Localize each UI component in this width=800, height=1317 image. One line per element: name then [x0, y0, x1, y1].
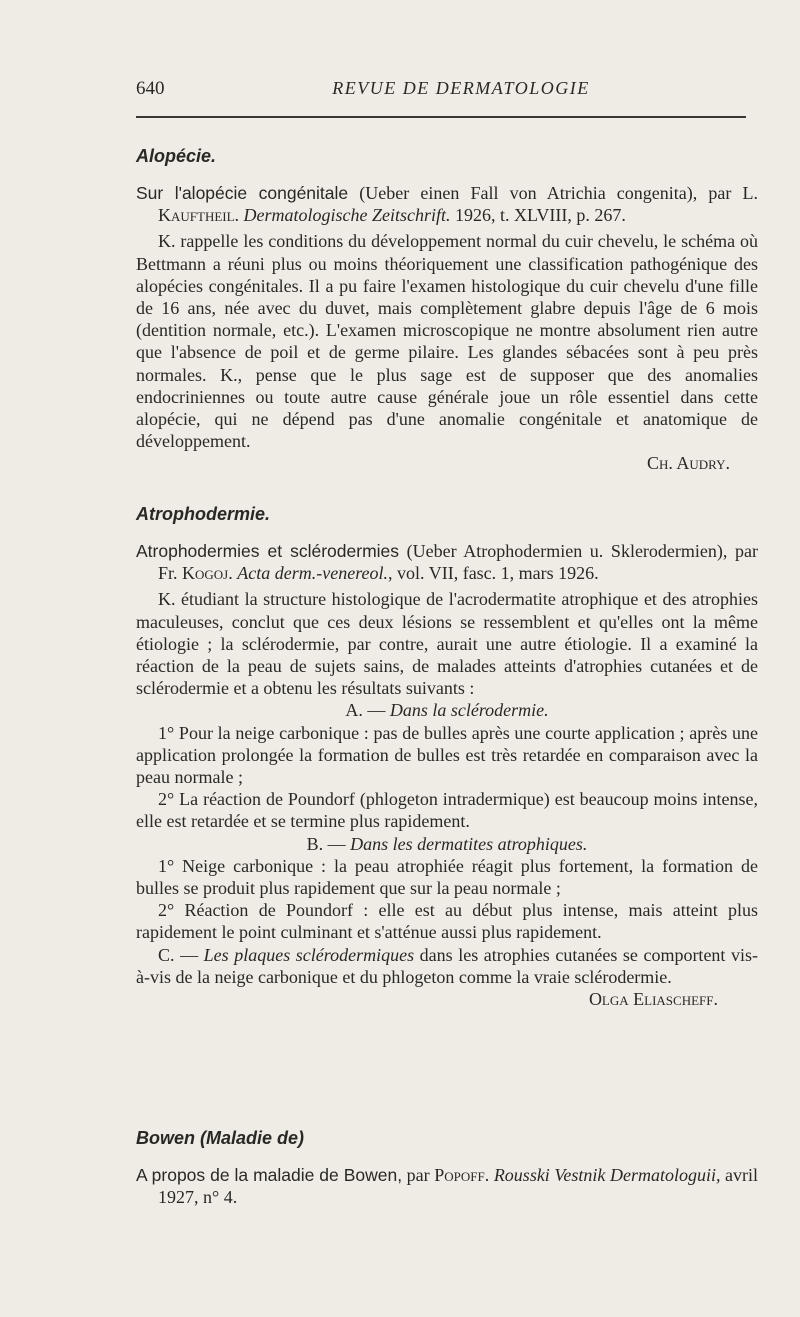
subheading-label: A. — — [345, 700, 390, 721]
citation-text: . — [234, 205, 244, 226]
entry-atrophodermie — [136, 540, 758, 1010]
citation-text: avril 1927, n° 4. — [158, 1165, 759, 1208]
citation-text: (Ueber einen Fall von Atrichia congenita), par L. — [348, 183, 758, 203]
subheading-title: Les plaques sclérodermiques — [203, 944, 415, 965]
result-b1: 1° Neige carbonique : la peau atrophiée réagit plus fortement, la formation de bulles se produit plus rapidement que sur la peau normale ; — [136, 855, 758, 899]
page-number: 640 — [136, 78, 165, 99]
running-title: REVUE DE DERMATOLOGIE — [332, 78, 590, 98]
entry-citation — [136, 1164, 758, 1208]
entry-alopecie — [136, 182, 758, 475]
entry-bowen — [136, 1164, 758, 1208]
citation-text: 1926, t. XLVIII, p. 267. — [450, 205, 626, 226]
citation-text: . — [484, 1165, 494, 1185]
entry-title: Sur l'alopécie congénitale — [136, 183, 349, 203]
result-a2: 2° La réaction de Poundorf (phlogeton intradermique) est beaucoup moins intense, elle est retardée et se termine plus rapidement. — [136, 789, 758, 832]
citation-text: (Ueber Atrophodermien u. Sklerodermien), par Fr. — [158, 541, 758, 584]
journal-name: Dermatologische Zeitschrift. — [243, 205, 451, 226]
section-heading-alopecie: Alopécie. — [136, 146, 217, 166]
section-heading-bowen: Bowen (Maladie de) — [136, 1128, 305, 1148]
subheading-b — [136, 833, 758, 855]
entry-title: A propos de la maladie de Bowen, — [136, 1165, 403, 1185]
entry-citation — [136, 540, 758, 584]
result-c — [136, 944, 758, 1011]
abstract-body: K. rappelle les conditions du développement normal du cuir chevelu, le schéma où Bettmann a réuni plus ou moins théoriquement une classification pathogénique des alopécies congénitales. Il a pu faire l'examen histologique du cuir chevelu d'une fille de 16 ans, née avec du duvet, mais complètement glabre depuis l'âge de 6 mois (dentition normale, etc.). L'examen microscopique ne montre absolument rien autre que l'absence de poil et de germe pilaire. Les glandes sébacées sont à peu près normales. K., pense que le plus sage est de supposer que des anomalies endocriniennes ou toute autre cause générale joue un rôle essentiel dans cette alopécie, qui ne dépend pas d'une anomalie congénitale et anatomique de développement. — [136, 231, 758, 452]
signature: Olga Eliascheff. — [588, 989, 718, 1010]
section-heading-atrophodermie: Atrophodermie. — [136, 504, 271, 524]
signature: Ch. Audry. — [646, 453, 730, 474]
subheading-a — [136, 699, 758, 721]
page-header — [136, 78, 746, 108]
citation-text: par — [402, 1165, 435, 1185]
subheading-label: C. — — [158, 944, 204, 965]
author-name: Kauftheil — [158, 205, 235, 226]
abstract-body: K. étudiant la structure histologique de l'acrodermatite atrophique et des atrophies maculeuses, conclut que ces deux lésions se ressemblent et qu'elles ont la même étiologie ; la sclérodermie, par contre, aurait une autre étiologie. Il a examiné la réaction de la peau de sujets sains, de malades atteints d'atrophies cutanées et de sclérodermie et a obtenu les résultats suivants : — [136, 589, 758, 699]
header-rule — [136, 116, 746, 118]
journal-name: Acta derm.-venereol. — [237, 563, 389, 584]
citation-text: , vol. VII, fasc. 1, mars 1926. — [388, 563, 599, 584]
subheading-label: B. — — [306, 833, 351, 854]
subheading-title: Dans les dermatites atrophiques. — [350, 833, 588, 854]
subheading-title: Dans la sclérodermie. — [389, 700, 549, 721]
entry-citation — [136, 182, 758, 226]
journal-name: Rousski Vestnik Dermatologuii, — [493, 1165, 721, 1185]
result-a1: 1° Pour la neige carbonique : pas de bulles après une courte application ; après une application prolongée la formation de bulles est très retardée en comparaison avec la peau normale ; — [136, 722, 758, 788]
author-name: Kogoj — [182, 563, 229, 584]
author-name: Popoff — [434, 1165, 485, 1185]
result-text: dans les atrophies cutanées se comportent vis-à-vis de la neige carbonique et du phlogeton comme la vraie sclérodermie. — [136, 944, 758, 987]
entry-title: Atrophodermies et sclérodermies — [136, 541, 400, 561]
citation-text: . — [228, 563, 238, 584]
result-b2: 2° Réaction de Poundorf : elle est au début plus intense, mais atteint plus rapidement le point culminant et s'atténue aussi plus rapidement. — [136, 900, 758, 943]
